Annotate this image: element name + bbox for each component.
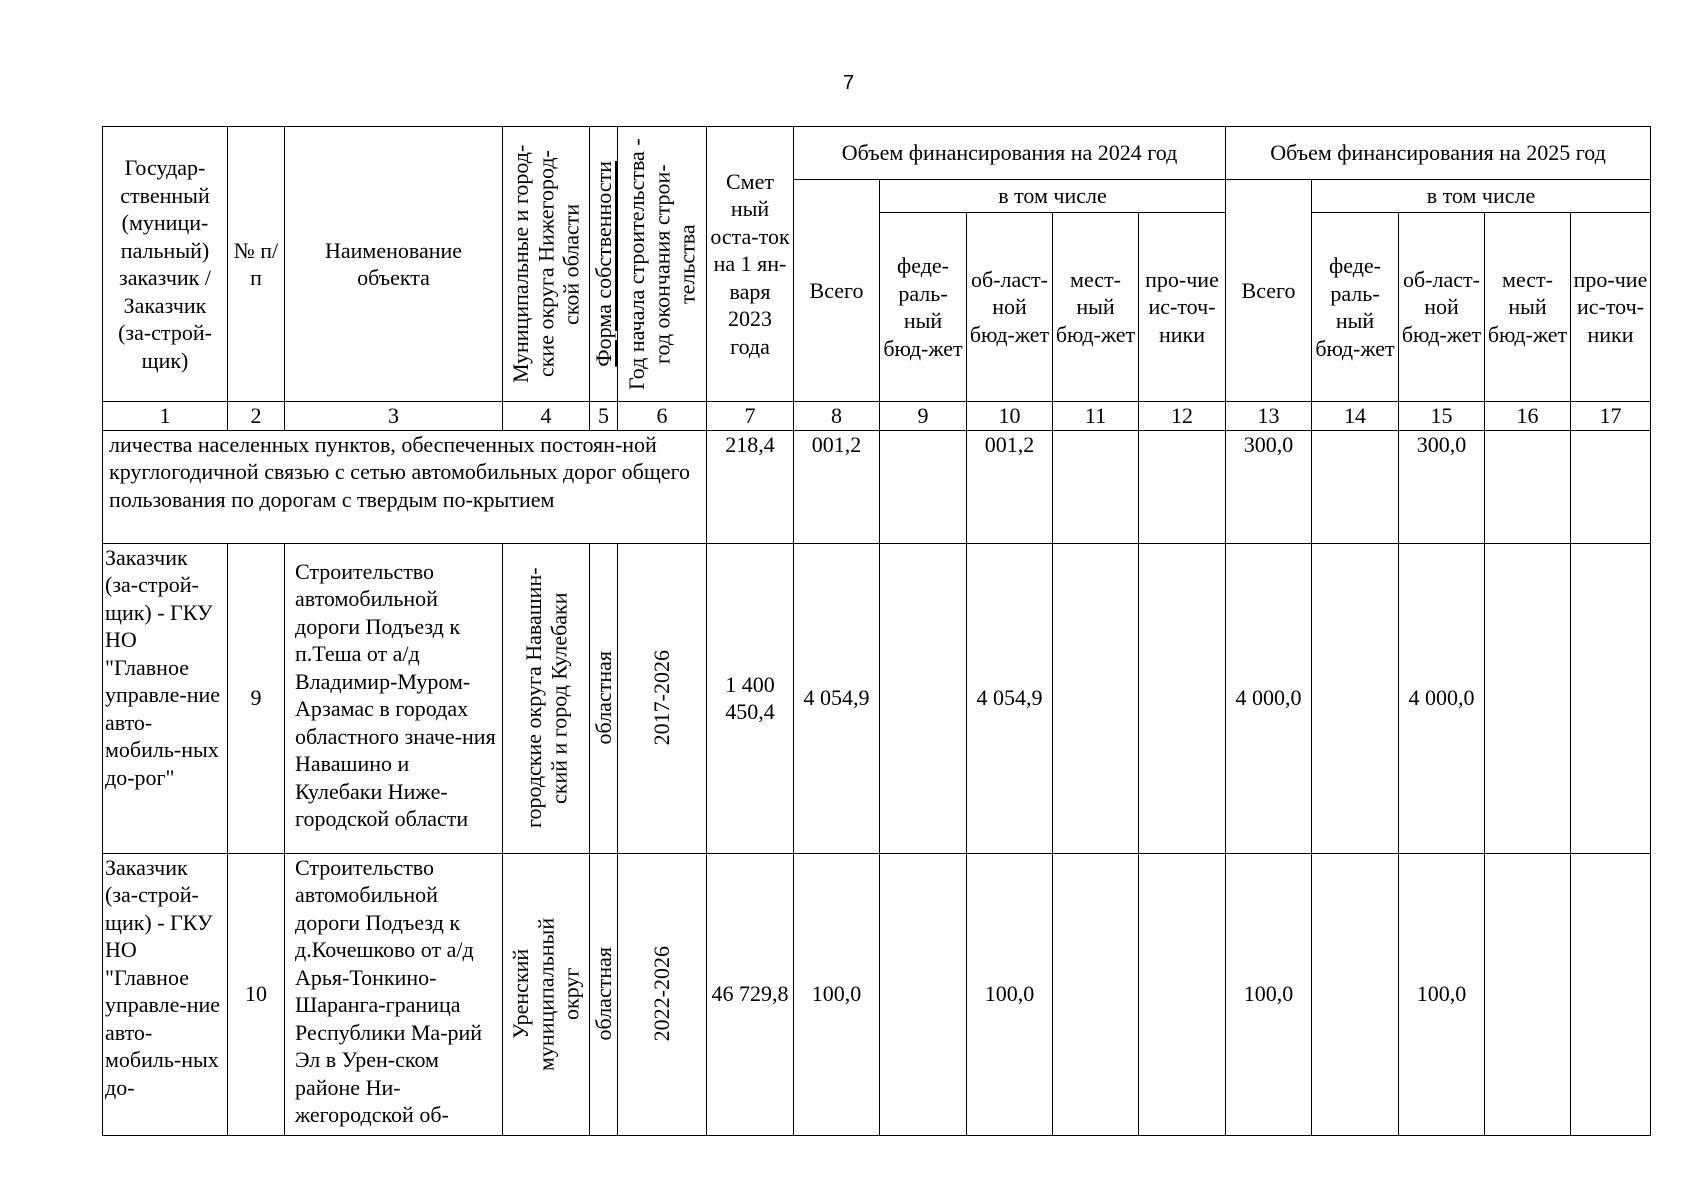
municipality-cell: городские округа Навашин-ский и город Кулебаки bbox=[503, 543, 590, 853]
num-cell: 10 bbox=[228, 853, 285, 1135]
table-row bbox=[103, 430, 1651, 543]
column-number: 11 bbox=[1053, 402, 1139, 431]
header-customer: Государ-ственный (муници-пальный) заказчик /Заказчик (за-строй-щик) bbox=[103, 127, 228, 402]
federal-2024-cell bbox=[880, 543, 967, 853]
table-row bbox=[103, 543, 1651, 853]
column-number: 16 bbox=[1485, 402, 1571, 431]
header-total-2024: Всего bbox=[794, 180, 880, 402]
header-municipality: Муниципальные и город-ские округа Нижегород-ской области bbox=[503, 127, 590, 402]
header-financing-2024: Объем финансирования на 2024 год bbox=[794, 127, 1226, 180]
federal-2024-cell bbox=[880, 430, 967, 543]
regional-2025-cell: 100,0 bbox=[1399, 853, 1485, 1135]
column-number: 8 bbox=[794, 402, 880, 431]
other-2025-cell bbox=[1571, 853, 1651, 1135]
local-2025-cell bbox=[1485, 853, 1571, 1135]
regional-2025-cell: 4 000,0 bbox=[1399, 543, 1485, 853]
total-2024-cell: 100,0 bbox=[794, 853, 880, 1135]
continuation-text: личества населенных пунктов, обеспеченных постоян-ной круглогодичной связью с сетью автомобильных дорог общего пользования по дорогам с твердым по-крытием bbox=[103, 430, 707, 543]
years-cell: 2022-2026 bbox=[618, 853, 707, 1135]
total-2024-cell: 4 054,9 bbox=[794, 543, 880, 853]
header-total-2025: Всего bbox=[1226, 180, 1312, 402]
column-number: 17 bbox=[1571, 402, 1651, 431]
customer-cell: Заказчик (за-строй-щик) - ГКУ НО "Главное управле-ние авто-мобиль-ных до-рог" bbox=[103, 543, 228, 853]
header-federal-2025: феде-раль-ный бюд-жет bbox=[1312, 213, 1399, 402]
column-number: 9 bbox=[880, 402, 967, 431]
ownership-cell: областная bbox=[590, 853, 618, 1135]
header-regional-2025: об-ласт-ной бюд-жет bbox=[1399, 213, 1485, 402]
header-years: Год начала строительства - год окончания строи-тельства bbox=[618, 127, 707, 402]
header-financing-2025: Объем финансирования на 2025 год bbox=[1226, 127, 1651, 180]
header-object-name: Наименование объекта bbox=[285, 127, 503, 402]
regional-2024-cell: 4 054,9 bbox=[967, 543, 1053, 853]
column-number: 14 bbox=[1312, 402, 1399, 431]
other-2025-cell bbox=[1571, 543, 1651, 853]
column-number: 2 bbox=[228, 402, 285, 431]
total-2024-cell: 001,2 bbox=[794, 430, 880, 543]
local-2024-cell bbox=[1053, 430, 1139, 543]
header-num: № п/п bbox=[228, 127, 285, 402]
table-row bbox=[103, 853, 1651, 1135]
local-2025-cell bbox=[1485, 543, 1571, 853]
column-number: 7 bbox=[707, 402, 794, 431]
estimate-cell: 218,4 bbox=[707, 430, 794, 543]
header-ownership: Форма собственности bbox=[590, 127, 618, 402]
municipality-cell: Уренский муниципальный округ bbox=[503, 853, 590, 1135]
column-number: 13 bbox=[1226, 402, 1312, 431]
header-other-2025: про-чие ис-точ-ники bbox=[1571, 213, 1651, 402]
customer-cell: Заказчик (за-строй-щик) - ГКУ НО "Главное управле-ние авто-мобиль-ных до- bbox=[103, 853, 228, 1135]
header-including-2024: в том числе bbox=[880, 180, 1226, 213]
header-including-2025: в том числе bbox=[1312, 180, 1651, 213]
federal-2025-cell bbox=[1312, 430, 1399, 543]
regional-2025-cell: 300,0 bbox=[1399, 430, 1485, 543]
ownership-cell: областная bbox=[590, 543, 618, 853]
financing-table bbox=[102, 126, 1651, 1136]
page-number: 7 bbox=[842, 72, 855, 94]
years-cell: 2017-2026 bbox=[618, 543, 707, 853]
header-row-1 bbox=[103, 127, 1651, 180]
local-2024-cell bbox=[1053, 543, 1139, 853]
header-regional-2024: об-ласт-ной бюд-жет bbox=[967, 213, 1053, 402]
federal-2025-cell bbox=[1312, 853, 1399, 1135]
column-number: 4 bbox=[503, 402, 590, 431]
column-number: 5 bbox=[590, 402, 618, 431]
column-number: 6 bbox=[618, 402, 707, 431]
other-2024-cell bbox=[1139, 430, 1226, 543]
federal-2025-cell bbox=[1312, 543, 1399, 853]
local-2024-cell bbox=[1053, 853, 1139, 1135]
object-name-cell: Строительство автомобильной дороги Подъезд к д.Кочешково от а/д Арья-Тонкино-Шаранга-граница Республики Ма-рий Эл в Урен-ском районе Ни-жегородской об- bbox=[285, 853, 503, 1135]
estimate-cell: 1 400 450,4 bbox=[707, 543, 794, 853]
local-2025-cell bbox=[1485, 430, 1571, 543]
header-local-2025: мест-ный бюд-жет bbox=[1485, 213, 1571, 402]
column-number: 10 bbox=[967, 402, 1053, 431]
column-number: 12 bbox=[1139, 402, 1226, 431]
column-number: 1 bbox=[103, 402, 228, 431]
estimate-cell: 46 729,8 bbox=[707, 853, 794, 1135]
object-name-cell: Строительство автомобильной дороги Подъезд к п.Теша от а/д Владимир-Муром-Арзамас в городах областного значе-ния Навашино и Кулебаки Нижe-городской области bbox=[285, 543, 503, 853]
total-2025-cell: 4 000,0 bbox=[1226, 543, 1312, 853]
column-number: 15 bbox=[1399, 402, 1485, 431]
total-2025-cell: 100,0 bbox=[1226, 853, 1312, 1135]
other-2025-cell bbox=[1571, 430, 1651, 543]
regional-2024-cell: 100,0 bbox=[967, 853, 1053, 1135]
column-number: 3 bbox=[285, 402, 503, 431]
header-federal-2024: феде-раль-ный бюд-жет bbox=[880, 213, 967, 402]
column-numbers-row bbox=[103, 402, 1651, 431]
header-local-2024: мест-ный бюд-жет bbox=[1053, 213, 1139, 402]
header-estimate-balance: Смет ный оста-ток на 1 ян-варя 2023 года bbox=[707, 127, 794, 402]
other-2024-cell bbox=[1139, 853, 1226, 1135]
total-2025-cell: 300,0 bbox=[1226, 430, 1312, 543]
header-other-2024: про-чие ис-точ-ники bbox=[1139, 213, 1226, 402]
num-cell: 9 bbox=[228, 543, 285, 853]
other-2024-cell bbox=[1139, 543, 1226, 853]
regional-2024-cell: 001,2 bbox=[967, 430, 1053, 543]
federal-2024-cell bbox=[880, 853, 967, 1135]
